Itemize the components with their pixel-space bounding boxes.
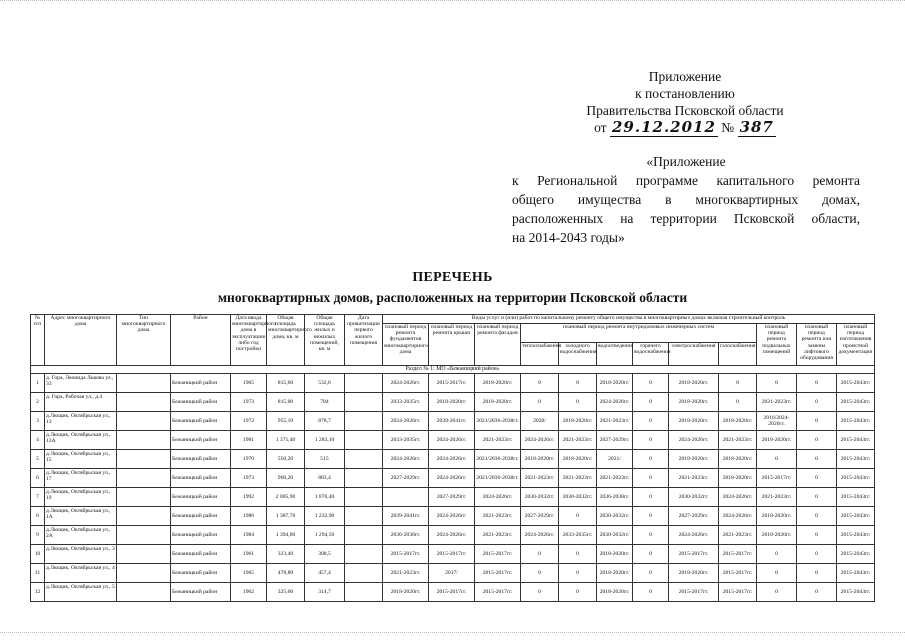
cell-priv (345, 583, 383, 602)
houses-table (30, 314, 875, 602)
col-header-foundation: плановый период ремонта фундаментов многоквартирного дома (383, 324, 429, 366)
cell-cold: 0 (559, 564, 597, 583)
col-header-year: Дата ввода многоквартирного дома в эксплуатацию либо год постройки (231, 315, 267, 366)
cell-n: 5 (31, 450, 45, 469)
col-header-systems-group: плановый период ремонта внутридомовых инженерных систем (521, 324, 757, 343)
col-header-drainage: водоотведения (597, 343, 633, 366)
cell-facade: 2021/2036-2038гг. (475, 412, 521, 431)
cell-elec: 2018-2020гг. (669, 393, 719, 412)
cell-base: 0 (757, 545, 797, 564)
appendix-line: Правительства Псковской области (586, 103, 784, 118)
cell-drain: 2021-2023гг. (597, 469, 633, 488)
col-header-district: Район (171, 315, 231, 366)
cell-address: д.Лющик, Октябрьская ул., 1А (45, 507, 117, 526)
cell-address: д.Лющик, Октябрьская ул., 15 (45, 450, 117, 469)
cell-living: 1 870,40 (305, 488, 345, 507)
col-header-services-group: Виды услуг и (или) работ по капитальному ремонту общего имущества в многоквартирных домах включая строительный контроль (383, 315, 875, 324)
cell-cold: 2021-2023гг. (559, 469, 597, 488)
col-header-first-privatization: Дата приватизации первого жилого помещения (345, 315, 383, 366)
cell-found: 2036-2038гг. (383, 526, 429, 545)
cell-total: 955,10 (267, 412, 305, 431)
table-row (31, 374, 875, 393)
cell-elec: 2027-2029гг. (669, 507, 719, 526)
col-header-total-area: Общая площадь многоквартирного дома, кв. м (267, 315, 305, 366)
cell-year: 1986 (231, 507, 267, 526)
cell-living: 784 (305, 393, 345, 412)
cell-lift: 0 (797, 450, 837, 469)
cell-roof: 2024-2026гг. (429, 526, 475, 545)
cell-base: 0 (757, 374, 797, 393)
cell-roof: 2024-2026гг. (429, 431, 475, 450)
cell-gas: 2015-2017гг. (719, 583, 757, 602)
cell-docs: 2015-2043гг. (837, 526, 875, 545)
col-header-facade: плановый период ремонта фасадов (475, 324, 521, 366)
cell-lift: 0 (797, 583, 837, 602)
cell-gas: 2024-2026гг. (719, 507, 757, 526)
cell-total: 960,20 (267, 469, 305, 488)
cell-year: 1992 (231, 488, 267, 507)
cell-facade: 2015-2017гг. (475, 564, 521, 583)
cell-roof: 2039-2041гг. (429, 412, 475, 431)
cell-drain: 2018-2020гг. (597, 564, 633, 583)
cell-found: 2024-2026гг. (383, 412, 429, 431)
cell-docs: 2015-2043гг. (837, 431, 875, 450)
cell-total: 478,80 (267, 564, 305, 583)
cell-docs: 2015-2043гг. (837, 488, 875, 507)
cell-year: 1981 (231, 431, 267, 450)
cell-heat: 0 (521, 545, 559, 564)
cell-drain: 2018-2020гг. (597, 583, 633, 602)
cell-base: 2018-2020гг. (757, 431, 797, 450)
cell-n: 12 (31, 583, 45, 602)
appendix-header-2 (512, 152, 860, 247)
cell-n: 1 (31, 374, 45, 393)
col-header-basement: плановый период ремонта подвальных помещений (757, 324, 797, 366)
cell-address: д.Лющик, Октябрьская ул., 13А (45, 431, 117, 450)
cell-district: Бежаницкий район (171, 488, 231, 507)
cell-hot: 0 (633, 507, 669, 526)
cell-drain: 2036-2038гг. (597, 488, 633, 507)
cell-district: Бежаницкий район (171, 583, 231, 602)
appendix2-line: «Приложение (646, 154, 726, 169)
cell-living: 878,7 (305, 412, 345, 431)
cell-facade: 2018-2020гг. (475, 393, 521, 412)
cell-gas: 2015-2017гг. (719, 564, 757, 583)
cell-drain: 2027-2029гг. (597, 431, 633, 450)
cell-elec: 2018-2020гг. (669, 374, 719, 393)
table-row (31, 488, 875, 507)
cell-docs: 2015-2043гг. (837, 469, 875, 488)
col-header-design-docs: плановый период изготовления проектной документации (837, 324, 875, 366)
cell-base: 0 (757, 564, 797, 583)
cell-facade: 2024-2026гг. (475, 488, 521, 507)
cell-found: 2024-2026гг. (383, 374, 429, 393)
cell-facade: 2021/2036-2038гг. (475, 469, 521, 488)
cell-facade: 2021/2036-2038гг. (475, 450, 521, 469)
cell-found: 2039-2041гг. (383, 507, 429, 526)
col-header-roof: плановый период ремонта крыши (429, 324, 475, 366)
cell-address: д.Лющик, Октябрьская ул., 4 (45, 564, 117, 583)
cell-gas: 2018-2020гг. (719, 469, 757, 488)
cell-elec: 2015-2017гг. (669, 583, 719, 602)
cell-base: 2016/2024-2026гг. (757, 412, 797, 431)
cell-elec: 2030-2032гг. (669, 488, 719, 507)
cell-priv (345, 545, 383, 564)
cell-hot: 0 (633, 469, 669, 488)
cell-roof: 2017/ (429, 564, 475, 583)
cell-facade: 2021-2023гг. (475, 507, 521, 526)
cell-total: 323,40 (267, 545, 305, 564)
cell-cold: 0 (559, 374, 597, 393)
houses-table-wrapper (30, 314, 874, 602)
cell-docs: 2015-2043гг. (837, 564, 875, 583)
cell-heat: 0 (521, 583, 559, 602)
cell-living: 314,7 (305, 583, 345, 602)
cell-drain: 2030-2032гг. (597, 526, 633, 545)
cell-drain: 2024-2026гг. (597, 393, 633, 412)
cell-roof: 2027-2029гг. (429, 488, 475, 507)
cell-address: д.Лющик, Октябрьская ул., 5 (45, 583, 117, 602)
cell-roof: 2015-2017гг. (429, 583, 475, 602)
cell-base: 2018-2020гг. (757, 507, 797, 526)
cell-year: 1965 (231, 374, 267, 393)
cell-docs: 2015-2043гг. (837, 450, 875, 469)
appendix-line: Приложение (648, 69, 722, 84)
col-header-gas: газоснабжения (719, 343, 757, 366)
cell-heat: 2021-2023гг. (521, 469, 559, 488)
cell-docs: 2015-2043гг. (837, 374, 875, 393)
cell-cold: 2018-2020гг. (559, 450, 597, 469)
cell-drain: 2030-2032гг. (597, 507, 633, 526)
cell-heat: 2024-2026гг. (521, 431, 559, 450)
cell-total: 2 005,90 (267, 488, 305, 507)
title-line-1: ПЕРЕЧЕНЬ (412, 270, 493, 285)
cell-cold: 2030-2032гг. (559, 488, 597, 507)
cell-year: 1973 (231, 469, 267, 488)
cell-lift: 0 (797, 507, 837, 526)
cell-n: 2 (31, 393, 45, 412)
cell-total: 815,00 (267, 393, 305, 412)
cell-hot: 0 (633, 564, 669, 583)
cell-living: 1 232,90 (305, 507, 345, 526)
table-body (31, 374, 875, 602)
cell-drain: 2021/ (597, 450, 633, 469)
cell-type (117, 431, 171, 450)
cell-type (117, 469, 171, 488)
col-header-type: Тип многоквартирного дома (117, 315, 171, 366)
cell-hot: 0 (633, 545, 669, 564)
cell-address: д. Гора, Леонида Львова ул., 33 (45, 374, 117, 393)
cell-address: д.Лющик, Октябрьская ул., 3 (45, 545, 117, 564)
cell-gas: 2021-2023гг. (719, 526, 757, 545)
cell-cold: 2033-2035гг. (559, 526, 597, 545)
cell-heat: 2018-2020гг. (521, 450, 559, 469)
cell-type (117, 526, 171, 545)
cell-total: 1 394,80 (267, 526, 305, 545)
title-line-2: многоквартирных домов, расположенных на территории Псковской области (217, 290, 688, 305)
cell-district: Бежаницкий район (171, 545, 231, 564)
cell-living: 1 294,50 (305, 526, 345, 545)
cell-address: д.Лющик, Октябрьская ул., 2А (45, 526, 117, 545)
cell-elec: 2015-2017гг. (669, 545, 719, 564)
section-row: Раздел № 1: МО «Бежаницкий район» (31, 366, 875, 374)
cell-heat: 2030-2032гг. (521, 488, 559, 507)
cell-lift: 0 (797, 526, 837, 545)
cell-drain: 2018-2020гг. (597, 545, 633, 564)
table-row (31, 526, 875, 545)
cell-year: 1961 (231, 545, 267, 564)
table-row (31, 545, 875, 564)
cell-address: д.Лющик, Октябрьская ул., 13 (45, 412, 117, 431)
cell-hot: 0 (633, 450, 669, 469)
cell-roof: 2015-2017гг. (429, 545, 475, 564)
cell-elec: 2024-2026гг. (669, 526, 719, 545)
cell-docs: 2015-2043гг. (837, 507, 875, 526)
cell-lift: 0 (797, 412, 837, 431)
cell-gas: 2024-2026гг. (719, 488, 757, 507)
cell-type (117, 374, 171, 393)
cell-priv (345, 564, 383, 583)
cell-found: 2033-2035гг. (383, 393, 429, 412)
cell-type (117, 583, 171, 602)
cell-year: 1984 (231, 526, 267, 545)
cell-district: Бежаницкий район (171, 507, 231, 526)
cell-facade: 2015-2017гг. (475, 545, 521, 564)
cell-facade: 2015-2017гг. (475, 583, 521, 602)
cell-gas: 2018-2020гг. (719, 412, 757, 431)
cell-base: 2018-2020гг. (757, 526, 797, 545)
col-header-living-area: Общая площадь жилых и нежилых помещений, кв. м (305, 315, 345, 366)
cell-heat: 0 (521, 564, 559, 583)
number-sign: № (721, 120, 735, 135)
cell-hot: 0 (633, 374, 669, 393)
resolution-date-number (594, 119, 776, 136)
cell-lift: 0 (797, 488, 837, 507)
cell-district: Бежаницкий район (171, 469, 231, 488)
cell-cold: 2021-2023гг. (559, 431, 597, 450)
cell-district: Бежаницкий район (171, 564, 231, 583)
cell-elec: 2018-2020гг. (669, 564, 719, 583)
appendix-line: к постановлению (635, 86, 735, 101)
cell-priv (345, 450, 383, 469)
cell-facade: 2021-2023гг. (475, 526, 521, 545)
cell-roof: 2024-2026гг. (429, 469, 475, 488)
cell-base: 0 (757, 583, 797, 602)
table-row (31, 507, 875, 526)
cell-year: 1973 (231, 393, 267, 412)
cell-total: 325,60 (267, 583, 305, 602)
cell-year: 1972 (231, 412, 267, 431)
cell-living: 883,4 (305, 469, 345, 488)
cell-living: 457,4 (305, 564, 345, 583)
cell-docs: 2015-2043гг. (837, 545, 875, 564)
cell-n: 3 (31, 412, 45, 431)
scan-edge-top (0, 0, 905, 4)
cell-facade: 2018-2020гг. (475, 374, 521, 393)
table-row (31, 412, 875, 431)
cell-type (117, 507, 171, 526)
cell-district: Бежаницкий район (171, 450, 231, 469)
handwritten-date: 29.12.2012 (611, 118, 716, 136)
cell-lift: 0 (797, 393, 837, 412)
cell-priv (345, 412, 383, 431)
cell-n: 10 (31, 545, 45, 564)
cell-n: 8 (31, 507, 45, 526)
cell-base: 2021-2023гг. (757, 393, 797, 412)
cell-type (117, 393, 171, 412)
cell-priv (345, 431, 383, 450)
cell-found: 2027-2029гг. (383, 469, 429, 488)
table-row (31, 583, 875, 602)
cell-year: 1965 (231, 564, 267, 583)
table-row (31, 431, 875, 450)
cell-living: 1 283,10 (305, 431, 345, 450)
cell-type (117, 450, 171, 469)
table-row (31, 469, 875, 488)
cell-n: 9 (31, 526, 45, 545)
cell-base: 0 (757, 450, 797, 469)
cell-heat: 0 (521, 374, 559, 393)
col-header-cold-water: холодного водоснабжения (559, 343, 597, 366)
cell-district: Бежаницкий район (171, 412, 231, 431)
table-row (31, 393, 875, 412)
cell-heat: 0 (521, 393, 559, 412)
cell-cold: 0 (559, 507, 597, 526)
cell-gas: 2021-2023гг. (719, 431, 757, 450)
cell-priv (345, 507, 383, 526)
cell-roof: 2024-2026гг. (429, 507, 475, 526)
cell-facade: 2021-2023гг. (475, 431, 521, 450)
cell-address: д. Гора, Рабочая ул., д.4 (45, 393, 117, 412)
cell-hot: 0 (633, 583, 669, 602)
cell-lift: 0 (797, 431, 837, 450)
col-header-address: Адрес многоквартирного дома (45, 315, 117, 366)
cell-priv (345, 469, 383, 488)
cell-hot: 0 (633, 412, 669, 431)
col-header-hot-water: горячего водоснабжения (633, 343, 669, 366)
cell-roof: 2018-2020гг. (429, 393, 475, 412)
cell-address: д.Лющик, Октябрьская ул., 19 (45, 488, 117, 507)
cell-lift: 0 (797, 564, 837, 583)
table-row (31, 450, 875, 469)
cell-year: 1962 (231, 583, 267, 602)
cell-district: Бежаницкий район (171, 431, 231, 450)
cell-docs: 2015-2043гг. (837, 583, 875, 602)
cell-priv (345, 488, 383, 507)
cell-elec: 2021-2023гг. (669, 469, 719, 488)
cell-gas: 0 (719, 374, 757, 393)
cell-heat: 2020/ (521, 412, 559, 431)
table-row (31, 564, 875, 583)
cell-type (117, 488, 171, 507)
cell-hot: 0 (633, 488, 669, 507)
cell-drain: 2021-2023гг. (597, 412, 633, 431)
handwritten-number: 387 (739, 118, 774, 136)
cell-priv (345, 526, 383, 545)
cell-type (117, 412, 171, 431)
cell-n: 6 (31, 469, 45, 488)
cell-gas: 2015-2017гг. (719, 545, 757, 564)
cell-address: д.Лющик, Октябрьская ул., 17 (45, 469, 117, 488)
appendix2-line: к Региональной программе капитального ремонта (512, 173, 860, 188)
cell-living: 532,6 (305, 374, 345, 393)
appendix2-line: общего имущества в многоквартирных домах, (512, 192, 860, 207)
cell-cold: 0 (559, 545, 597, 564)
cell-cold: 2018-2020гг. (559, 412, 597, 431)
cell-roof: 2024-2026гг. (429, 450, 475, 469)
cell-district: Бежаницкий район (171, 374, 231, 393)
cell-heat: 2027-2029гг. (521, 507, 559, 526)
cell-elec: 2024-2026гг. (669, 431, 719, 450)
cell-lift: 0 (797, 545, 837, 564)
appendix-header-1 (560, 68, 810, 136)
cell-drain: 2018-2020гг. (597, 374, 633, 393)
cell-total: 1 371,40 (267, 431, 305, 450)
cell-hot: 0 (633, 431, 669, 450)
cell-gas: 2018-2020гг. (719, 450, 757, 469)
cell-docs: 2015-2043гг. (837, 393, 875, 412)
cell-lift: 0 (797, 469, 837, 488)
appendix2-line: на 2014-2043 годы» (512, 230, 625, 245)
cell-found: 2033-2035гг. (383, 431, 429, 450)
cell-year: 1970 (231, 450, 267, 469)
date-prefix: от (594, 120, 607, 135)
cell-cold: 0 (559, 393, 597, 412)
scan-edge-bottom (0, 632, 905, 634)
col-header-electric: электроснабжения (669, 343, 719, 366)
cell-hot: 0 (633, 393, 669, 412)
cell-type (117, 564, 171, 583)
cell-district: Бежаницкий район (171, 393, 231, 412)
cell-priv (345, 393, 383, 412)
cell-total: 550,20 (267, 450, 305, 469)
cell-total: 1 387,70 (267, 507, 305, 526)
cell-cold: 0 (559, 583, 597, 602)
cell-elec: 2018-2020гг. (669, 412, 719, 431)
cell-base: 2015-2017гг. (757, 469, 797, 488)
cell-gas: 0 (719, 393, 757, 412)
appendix2-line: расположенных на территории Псковской области, (512, 211, 860, 226)
document-title (0, 270, 905, 306)
cell-living: 308,5 (305, 545, 345, 564)
cell-district: Бежаницкий район (171, 526, 231, 545)
cell-hot: 0 (633, 526, 669, 545)
cell-living: 515 (305, 450, 345, 469)
col-header-heat: теплоснабжения (521, 343, 559, 366)
cell-found: 2021-2023гг. (383, 564, 429, 583)
cell-heat: 2024-2026гг. (521, 526, 559, 545)
cell-n: 4 (31, 431, 45, 450)
cell-priv (345, 374, 383, 393)
cell-lift: 0 (797, 374, 837, 393)
cell-found: 2015-2017гг. (383, 545, 429, 564)
cell-found: 2024-2026гг. (383, 450, 429, 469)
cell-base: 2021-2023гг. (757, 488, 797, 507)
col-header-num: № п/п (31, 315, 45, 366)
cell-roof: 2015-2017гг. (429, 374, 475, 393)
cell-elec: 2018-2020гг. (669, 450, 719, 469)
cell-total: 815,60 (267, 374, 305, 393)
cell-docs: 2015-2043гг. (837, 412, 875, 431)
cell-found (383, 488, 429, 507)
col-header-elevator: плановый период ремонта или замены лифтового оборудования (797, 324, 837, 366)
cell-type (117, 545, 171, 564)
cell-n: 11 (31, 564, 45, 583)
cell-found: 2018-2020гг. (383, 583, 429, 602)
cell-n: 7 (31, 488, 45, 507)
